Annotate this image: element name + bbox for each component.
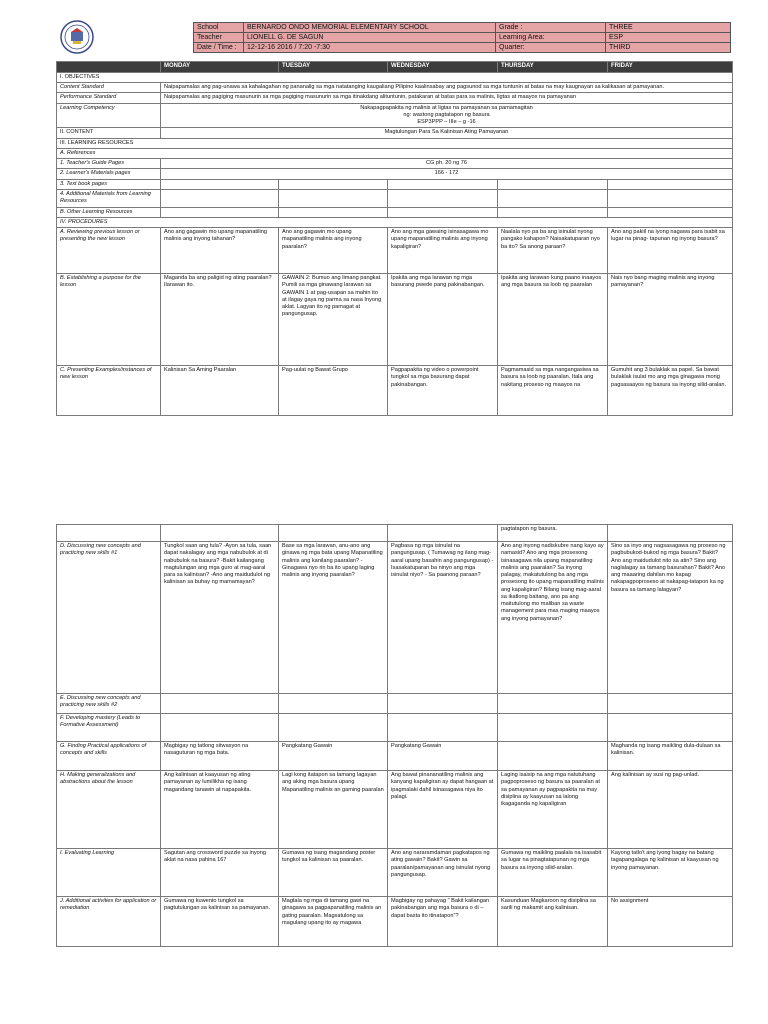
procedure-e-label: E. Discussing new concepts and practicing new skills #2	[57, 694, 161, 714]
procedure-d-tuesday: Base sa mga larawan, anu-ano ang ginawa ng mga bata upang Mapanatiling malinis ang kanilang paaralan? -Ginagawa nyo rin ba ito upang laging malinis ang inyong paaralan?	[279, 542, 388, 694]
procedure-d-monday: Tungkol saan ang tula? -Ayon sa tula, saan dapat nakalagay ang mga nabubulok at di nabubulok na basura? -Bakit kailangang magtulungan ang mga guro at mag-aaral para sa kalinisan? -Ano ang maidudulot ng kalinisan sa buhay ng mamamayan?	[161, 542, 279, 694]
procedure-h-monday: Ang kalinisan at kaayusan ng ating pamayanan ay lumilikha ng isang magandang tanawin at napapakita.	[161, 771, 279, 849]
performance-standard-label: Performance Standard	[57, 93, 161, 103]
competency-code: ESP3PPP – IIIe – g -16	[417, 119, 476, 126]
teacher-value: LIONELL G. DE SAGUN	[244, 33, 496, 43]
day-monday: MONDAY	[161, 62, 279, 73]
procedure-h-thursday: Laging isaisip na ang mga natutuhang pagpoproseso ng basura sa paaralan at sa pamayanan ay pagpapakita na may disiplina ay kaayusan sa lalong ikagaganda ng kapaligiran	[498, 771, 608, 849]
learning-area-label: Learning Area:	[496, 33, 606, 43]
deped-seal-logo	[60, 20, 94, 54]
procedure-j-tuesday: Magtala ng mga di tamang gawi na ginagawa sa pagpapanatiling malinis an gating paaralan. Magsatulong sa magulang upang ito ay magawa	[279, 897, 388, 947]
procedure-c-label: C. Presenting Examples/instances of new lesson	[57, 366, 161, 416]
procedure-b-tuesday: GAWAIN 2: Bumuo ang limang pangkat. Pumili sa mga ginawang larawan sa GAWAIN 1 at pag-usapan sa mahin ito at ilagay gaya ng parma sa nasa Inyong aklat. Lagyan ito ng pamagat at pangungusap.	[279, 274, 388, 366]
day-thursday: THURSDAY	[498, 62, 608, 73]
learning-competency-text	[161, 103, 733, 128]
procedure-d-wednesday: Pagbasa ng mga isinulat na pangungusap. ( Tumawag ng ilang mag-aaral upang basahin ang pangungusap) - Isasakatuparan ba ninyo ang mga isinulat niyo? - Sa paanong paraan?	[388, 542, 498, 694]
teachers-guide-label: 1. Teacher's Guide Pages	[57, 159, 161, 169]
content-label: II. CONTENT	[57, 128, 161, 138]
continued-text: pagtatapon ng basura.	[498, 525, 608, 542]
procedure-g-monday: Magbigay ng tatlong sitwasyon na nasaguturan ng mga bata.	[161, 742, 279, 771]
learning-competency-label: Learning Competency	[57, 103, 161, 128]
learners-materials-label: 2. Learner's Materials pages	[57, 169, 161, 179]
procedure-a-thursday: Naalala nyo pa ba ang isinulat nyong pangako kahapon? Naisakatuparan nyo ba ito? Sa anong paraan?	[498, 228, 608, 274]
date-label: Date / Time :	[194, 43, 244, 53]
other-resources-label: B. Other Learning Resources	[57, 207, 161, 217]
procedure-a-wednesday: Ano ang mga gawaing isinasagawa mo upang mapanatiling malinis ang inyong kapaligiran?	[388, 228, 498, 274]
lesson-plan-table-page2	[56, 524, 733, 947]
procedures-heading: IV. PROCEDURES	[57, 217, 733, 227]
procedure-a-label: A. Reviewing previous lesson or presenting the new lesson	[57, 228, 161, 274]
procedure-g-tuesday: Pangkatang Gawain	[279, 742, 388, 771]
procedure-a-tuesday: Ano ang gagawin mo upang mapanatiling malinis ang inyong paaralan?	[279, 228, 388, 274]
procedure-f-label: F. Developing mastery (Leads to Formative Assessment)	[57, 714, 161, 742]
procedure-g-thursday	[498, 742, 608, 771]
procedure-i-thursday: Gumawa ng maikling paalala na isasabit sa lugar na pinagtatapunan ng mga basura sa inyong silid-aralan.	[498, 849, 608, 897]
procedure-g-label: G. Finding Practical applications of concepts and skills	[57, 742, 161, 771]
school-value: BERNARDO ONDO MEMORIAL ELEMENTARY SCHOOL	[244, 23, 496, 33]
day-wednesday: WEDNESDAY	[388, 62, 498, 73]
grade-label: Grade :	[496, 23, 606, 33]
quarter-label: Quarter:	[496, 43, 606, 53]
procedure-b-wednesday: Ipakita ang mga larawan ng mga basurang pwede pang pakinabangan.	[388, 274, 498, 366]
learners-materials-value: 166 - 172	[161, 169, 733, 179]
content-text: Magtulungan Para Sa Kalinisan Ating Pamayanan	[161, 128, 733, 138]
textbook-label: 3. Text book pages	[57, 179, 161, 189]
references-heading: A. References	[57, 148, 733, 158]
procedure-g-friday: Maghanda ng isang maikling dula-dulaan sa kalinisan.	[608, 742, 733, 771]
procedure-c-tuesday: Pag-uulat ng Bawat Grupo	[279, 366, 388, 416]
procedure-c-friday: Gumuhit ang 3 bulaklak sa papel. Sa bawat bulaklak isulat mo ang mga ginagawa mong pagsasaayos ng basura sa inyong silid-aralan.	[608, 366, 733, 416]
competency-line-1: Nakapagpapakita ng malinis at ligtas na pamayanan sa pamamagitan	[360, 104, 533, 111]
procedure-b-thursday: Ipakita ang larawan kung paano inaayos ang mga basura sa loob ng paaralan	[498, 274, 608, 366]
day-friday: FRIDAY	[608, 62, 733, 73]
procedure-c-thursday: Pagmamasid sa mga nangangasiwa sa basura sa loob ng paaralan. Itala ang nakitang proseso ng maayos na	[498, 366, 608, 416]
school-label: School	[194, 23, 244, 33]
procedure-j-friday: No assignment	[608, 897, 733, 947]
header-info-table	[193, 22, 731, 53]
procedure-i-friday: Kayong tatlo't ang iyong bagay na batang tagapangalaga ng kalinisan at kaayusan ng inyong pamayanan.	[608, 849, 733, 897]
procedure-c-monday: Kalinisan Sa Aming Paaralan	[161, 366, 279, 416]
procedure-b-friday: Nais nyo bang maging malinis ang inyong pamayanan?	[608, 274, 733, 366]
procedure-i-wednesday: Ano ang nararamdaman pagkatapos ng ating gawain? Bakit? Gawin sa paaralan/pamayanan ang isinulat nyong pangungusap.	[388, 849, 498, 897]
procedure-h-tuesday: Lagi kong itatapon sa tamang lagayan ang aking mga basura upang Mapanatiling malinis an gaming paaralan	[279, 771, 388, 849]
learning-area-value: ESP	[606, 33, 731, 43]
procedure-i-tuesday: Gumawa ng isang magandang poster tungkol sa kalinisan sa paaralan.	[279, 849, 388, 897]
objectives-heading: I. OBJECTIVES	[57, 72, 733, 82]
procedure-i-monday: Sagutan ang crossword puzzle sa inyong aklat na nasa pahina 167	[161, 849, 279, 897]
content-standard-text: Naipapamalas ang pag-unawa sa kahalagahan ng pananalig sa mga natatanging kaugaliang Pilipino kaalinsabay ang pagsunod sa mga tuntunin at batas na may kaugnayan sa kalikasan at pamayanan.	[161, 83, 733, 93]
procedure-g-wednesday: Pangkatang Gawain	[388, 742, 498, 771]
procedure-d-thursday: Ano ang inyong nadiskubre nang kayo ay namasid? Ano ang mga prosesong isinasagawa nila upang mapanatiling malinis ang paaralan? Sa inyong palagay, makatutulong ba ang mga prosesong ito upang mapanatiling malinis ang kapaligiran? Bilang isang mag-aaral sa ikatlong baitang, ano pa ang maitutulong mo maliban sa waste management para mas maging maayos ang inyong pamayanan?	[498, 542, 608, 694]
day-tuesday: TUESDAY	[279, 62, 388, 73]
performance-standard-text: Naipapamalas ang pagiging masunurin sa mga pagiging masunurin sa mga itinakdang alituntunin, patakaran at batas para sa malinis, ligtas at maayos na pamayanan	[161, 93, 733, 103]
day-header-row	[57, 62, 733, 73]
date-value: 12-12-16 2016 / 7:20 -7:30	[244, 43, 496, 53]
procedure-j-label: J. Additional activities for application or remediation	[57, 897, 161, 947]
lesson-plan-table-page1	[56, 61, 733, 416]
teacher-label: Teacher	[194, 33, 244, 43]
procedure-j-wednesday: Magbigay ng pahayag " Bakit kailangan pakinabangan ang mga basura o di –dapat basta ito itinatapon"?	[388, 897, 498, 947]
procedure-h-label: H. Making generalizations and abstractions about the lesson	[57, 771, 161, 849]
procedure-b-label: B. Establishing a purpose for the lesson	[57, 274, 161, 366]
procedure-h-friday: Ang kalinisan ay susi ng pag-unlad.	[608, 771, 733, 849]
procedure-j-thursday: Kasunduan Magkaroon ng disiplina sa sarili ng makamit ang kalinisan.	[498, 897, 608, 947]
grade-value: THREE	[606, 23, 731, 33]
procedure-d-friday: Sino sa inyo ang nagsasagawa ng proseso ng pagbubukod-bukod ng mga basura? Bakit? Ano ang maidudulot nito sa atin? Sino ang naglalagay sa tamang basurahan? Bakit? Ano ang maaaring dahilan mo kapag nakapagpoproseso at nakapag-tatapon ka ng basura sa tamang lalagyan?	[608, 542, 733, 694]
additional-materials-label: 4. Additional Materials from Learning Resources	[57, 189, 161, 207]
content-standard-label: Content Standard	[57, 83, 161, 93]
competency-line-2: ng: wastong pagtatapon ng basura	[403, 111, 490, 118]
procedure-b-monday: Maganda ba ang paligid ng ating paaralan? Ilarawan ito.	[161, 274, 279, 366]
procedure-c-wednesday: Pagpapakita ng video o powerpoint tungkol sa mga basurang dapat pakinabangan.	[388, 366, 498, 416]
procedure-j-monday: Gumawa ng kuwento tungkol sa pagtutulungan sa kalinisan sa pamayanan.	[161, 897, 279, 947]
quarter-value: THIRD	[606, 43, 731, 53]
learning-resources-heading: III. LEARNING RESOURCES	[57, 138, 733, 148]
teachers-guide-value: CG ph. 20 ng 76	[161, 159, 733, 169]
procedure-i-label: I. Evaluating Learning	[57, 849, 161, 897]
procedure-d-label: D. Discussing new concepts and practicing new skills #1	[57, 542, 161, 694]
procedure-a-monday: Ano ang gagawin mo upang mapanatiling malinis ang inyong tahanan?	[161, 228, 279, 274]
procedure-h-wednesday: Ang bawat pinananatiling malinis ang kanyang kapaligiran ay dapat hangaan at ipagmalaki dahil isinasagawa niya ito palagi.	[388, 771, 498, 849]
procedure-a-friday: Ano ang pakiil na iyong nagawa para isabit sa lugar na pinag- tapunan ng inyong basura?	[608, 228, 733, 274]
